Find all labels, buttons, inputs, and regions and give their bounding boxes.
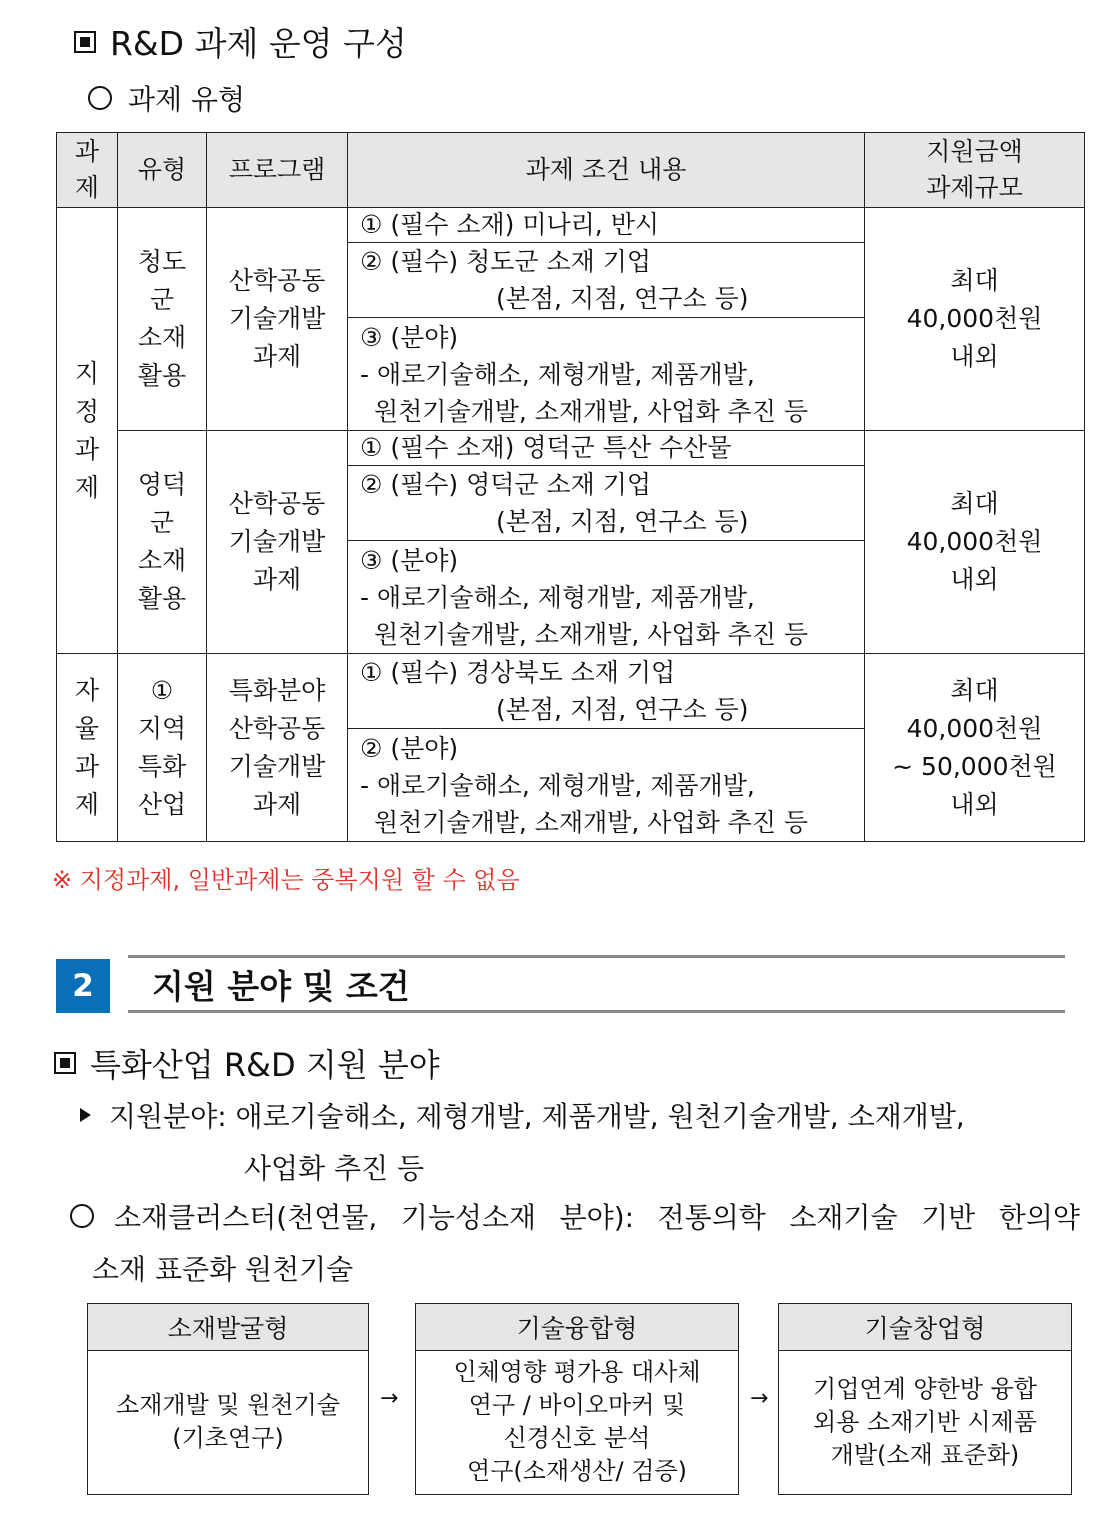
- section-heading: [74, 18, 407, 65]
- support-fields-line: [80, 1095, 965, 1135]
- section-number-badge: 2: [56, 959, 110, 1013]
- cluster-word: 분야):: [559, 1201, 635, 1234]
- amount-cell: 최대 40,000천원 내외: [865, 431, 1085, 654]
- condition-line: ③ (분야): [360, 545, 459, 575]
- condition-cell: [348, 243, 865, 318]
- header-conditions: 과제 조건 내용: [348, 133, 865, 208]
- support-heading-text: 특화산업 R&D 지원 분야: [90, 1046, 440, 1084]
- right-arrow-icon: →: [750, 1386, 769, 1411]
- triangle-bullet-icon: [80, 1108, 91, 1122]
- type-cell: ① 지역 특화 산업: [118, 654, 207, 842]
- flow-box-title: 소재발굴형: [88, 1304, 368, 1351]
- amount-cell: 최대 40,000천원 ~ 50,000천원 내외: [865, 654, 1085, 842]
- header-category: 과 제: [57, 133, 118, 208]
- condition-line: ② (필수) 영덕군 소재 기업: [360, 470, 652, 499]
- cluster-continuation: 소재 표준화 원천기술: [92, 1253, 354, 1286]
- cluster-word: 전통의학: [657, 1201, 766, 1234]
- cluster-line: [70, 1196, 1080, 1236]
- condition-cell: [348, 729, 865, 842]
- program-cell: 산학공동 기술개발 과제: [207, 431, 348, 654]
- condition-cell: [348, 654, 865, 729]
- cluster-text: [114, 1196, 1080, 1236]
- group-designated: 지 정 과 제: [57, 208, 118, 654]
- condition-line: ① (필수) 경상북도 소재 기업: [360, 658, 676, 687]
- cluster-word: 기반: [921, 1201, 976, 1234]
- project-type-table: [56, 132, 1085, 842]
- square-bullet-icon: [74, 31, 96, 53]
- condition-cell: [348, 466, 865, 541]
- support-heading: [54, 1040, 440, 1086]
- table-row: [57, 654, 1085, 729]
- condition-line: (본점, 지점, 연구소 등): [496, 507, 749, 536]
- amount-cell: 최대 40,000천원 내외: [865, 208, 1085, 431]
- flow-box-title: 기술융합형: [416, 1304, 738, 1351]
- condition-cell: ① (필수 소재) 영덕군 특산 수산물: [348, 431, 865, 466]
- flow-box-startup: [778, 1303, 1072, 1495]
- support-fields-continuation: 사업화 추진 등: [244, 1152, 425, 1185]
- program-cell: 산학공동 기술개발 과제: [207, 208, 348, 431]
- condition-line: 원천기술개발, 소재개발, 사업화 추진 등: [374, 807, 809, 837]
- support-fields-text: 지원분야: 애로기술해소, 제형개발, 제품개발, 원천기술개발, 소재개발,: [109, 1100, 965, 1133]
- condition-line: (본점, 지점, 연구소 등): [496, 695, 749, 724]
- table-header-row: [57, 133, 1085, 208]
- cluster-word: 소재기술: [789, 1201, 898, 1234]
- notice-text: ※ 지정과제, 일반과제는 중복지원 할 수 없음: [52, 866, 520, 894]
- condition-line: (본점, 지점, 연구소 등): [496, 284, 749, 313]
- circle-bullet-icon: [88, 86, 112, 110]
- condition-cell: [348, 318, 865, 431]
- condition-line: 원천기술개발, 소재개발, 사업화 추진 등: [374, 619, 809, 649]
- flow-box-body: 기업연계 양한방 융합 외용 소재기반 시제품 개발(소재 표준화): [813, 1374, 1037, 1469]
- group-autonomous: 자 율 과 제: [57, 654, 118, 842]
- condition-cell: ① (필수 소재) 미나리, 반시: [348, 208, 865, 243]
- program-cell: 특화분야 산학공동 기술개발 과제: [207, 654, 348, 842]
- condition-line: 원천기술개발, 소재개발, 사업화 추진 등: [374, 396, 809, 426]
- flow-box-body: 소재개발 및 원천기술 (기초연구): [116, 1391, 340, 1452]
- circle-bullet-icon: [70, 1204, 94, 1228]
- flow-box-convergence: [415, 1303, 739, 1495]
- header-program: 프로그램: [207, 133, 348, 208]
- table-row: [57, 208, 1085, 243]
- heading-text: R&D 과제 운영 구성: [110, 24, 407, 63]
- header-type: 유형: [118, 133, 207, 208]
- table-row: [57, 431, 1085, 466]
- cluster-word: 소재클러스터(천연물,: [114, 1201, 378, 1234]
- type-cell: 영덕 군 소재 활용: [118, 431, 207, 654]
- header-amount: 지원금액 과제규모: [865, 133, 1085, 208]
- condition-line: ③ (분야): [360, 322, 459, 352]
- flow-box-body: 인체영향 평가용 대사체 연구 / 바이오마커 및 신경신호 분석 연구(소재생산/ 검증): [453, 1358, 701, 1485]
- cluster-word: 기능성소재: [400, 1201, 537, 1234]
- condition-line: - 애로기술해소, 제형개발, 제품개발,: [360, 582, 755, 612]
- cluster-word: 한의약: [998, 1201, 1080, 1234]
- section-title-bar: [128, 955, 1065, 1013]
- subheading: [88, 78, 245, 118]
- flow-box-discovery: [87, 1303, 369, 1495]
- type-cell: 청도 군 소재 활용: [118, 208, 207, 431]
- condition-line: - 애로기술해소, 제형개발, 제품개발,: [360, 359, 755, 389]
- square-bullet-icon: [54, 1052, 76, 1074]
- right-arrow-icon: →: [380, 1386, 399, 1411]
- flow-box-title: 기술창업형: [779, 1304, 1071, 1351]
- section-title: 지원 분야 및 조건: [152, 966, 410, 1006]
- condition-line: ② (분야): [360, 733, 459, 763]
- condition-line: ② (필수) 청도군 소재 기업: [360, 247, 652, 276]
- subheading-text: 과제 유형: [128, 83, 246, 116]
- condition-cell: [348, 541, 865, 654]
- condition-line: - 애로기술해소, 제형개발, 제품개발,: [360, 770, 755, 800]
